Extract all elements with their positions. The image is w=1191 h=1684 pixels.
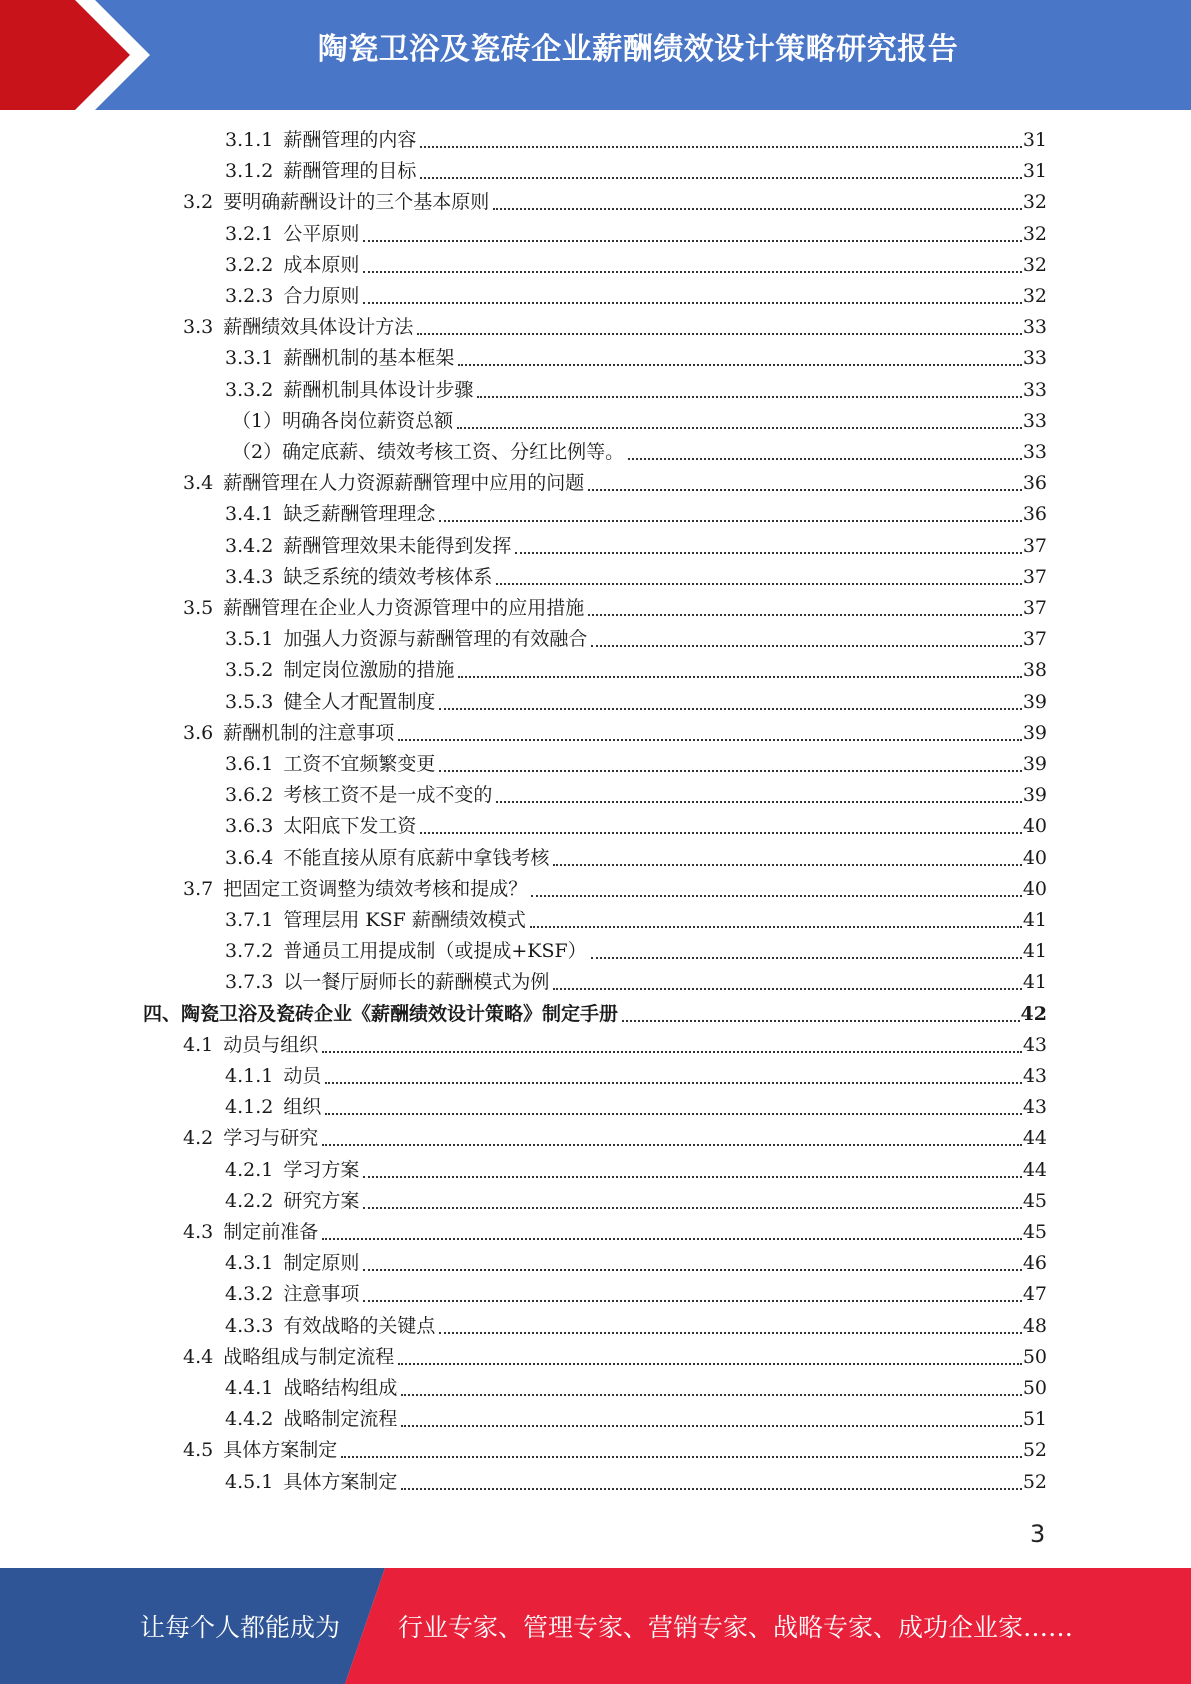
- toc-entry[interactable]: [232, 437, 1047, 468]
- toc-entry-number: 4.4: [183, 1345, 214, 1368]
- toc-entry-page: 36: [1022, 472, 1047, 495]
- toc-entry-number: 4.1: [183, 1033, 214, 1056]
- toc-dot-leader: [530, 926, 1022, 928]
- toc-entry[interactable]: [183, 874, 1047, 905]
- toc-entry-title: 缺乏系统的绩效考核体系: [283, 565, 493, 588]
- toc-entry[interactable]: [183, 312, 1047, 343]
- toc-entry-title: 公平原则: [283, 222, 360, 245]
- toc-entry-page: 41: [1022, 971, 1047, 994]
- toc-dot-leader: [531, 895, 1022, 897]
- toc-dot-leader: [363, 302, 1021, 304]
- toc-entry-number: 3.5.3: [225, 690, 274, 713]
- toc-dot-leader: [477, 396, 1021, 398]
- toc-entry-page: 31: [1022, 160, 1047, 183]
- toc-entry[interactable]: [225, 1404, 1047, 1435]
- toc-entry-page: 43: [1022, 1096, 1047, 1119]
- toc-entry-title: 薪酬管理效果未能得到发挥: [283, 534, 512, 557]
- toc-entry[interactable]: [183, 718, 1047, 749]
- toc-entry-page: 33: [1022, 378, 1047, 401]
- toc-entry-page: 45: [1022, 1189, 1047, 1212]
- toc-entry-page: 47: [1022, 1283, 1047, 1306]
- toc-dot-leader: [363, 1207, 1021, 1209]
- toc-entry[interactable]: [225, 936, 1047, 967]
- toc-dot-leader: [496, 583, 1021, 585]
- toc-entry[interactable]: [225, 1248, 1047, 1279]
- toc-dot-leader: [363, 271, 1021, 273]
- toc-entry[interactable]: [225, 562, 1047, 593]
- toc-entry[interactable]: [183, 468, 1047, 499]
- toc-entry-number: 3.5.2: [225, 659, 274, 682]
- toc-entry-page: 39: [1022, 784, 1047, 807]
- toc-dot-leader: [515, 552, 1021, 554]
- toc-dot-leader: [363, 1269, 1021, 1271]
- toc-entry-number: 3.6: [183, 721, 214, 744]
- toc-entry-number: 4.4.1: [225, 1377, 274, 1399]
- toc-entry-number: 3.2.1: [225, 222, 274, 245]
- toc-dot-leader: [588, 614, 1022, 616]
- toc-entry-title: 薪酬管理在企业人力资源管理中的应用措施: [223, 597, 585, 619]
- toc-dot-leader: [363, 240, 1021, 242]
- toc-entry-title: 要明确薪酬设计的三个基本原则: [223, 191, 490, 214]
- toc-dot-leader: [325, 1113, 1021, 1115]
- toc-entry-number: 4.2: [183, 1127, 214, 1150]
- toc-entry-number: 3.1.2: [225, 160, 274, 183]
- toc-entry-number: 3.3.2: [225, 378, 274, 401]
- toc-dot-leader: [496, 801, 1021, 803]
- toc-entry[interactable]: [225, 811, 1047, 842]
- toc-entry-number: 3.6.1: [225, 753, 274, 775]
- toc-entry-title: 具体方案制定: [283, 1470, 398, 1493]
- toc-entry-number: 4.3.2: [225, 1283, 274, 1306]
- toc-entry-title: 注意事项: [283, 1283, 360, 1306]
- toc-entry-number: 4.5: [183, 1439, 214, 1462]
- toc-dot-leader: [322, 1144, 1022, 1146]
- header-banner: [0, 0, 1191, 110]
- toc-entry-page: 33: [1022, 409, 1047, 432]
- toc-entry[interactable]: [225, 780, 1047, 811]
- toc-entry[interactable]: [232, 406, 1047, 437]
- toc-entry-title: 制定原则: [283, 1252, 360, 1275]
- toc-entry[interactable]: [225, 156, 1047, 187]
- toc-entry-page: 32: [1022, 191, 1047, 214]
- toc-entry-number: 3.4.3: [225, 565, 274, 588]
- toc-dot-leader: [398, 1363, 1022, 1365]
- toc-entry-page: 37: [1022, 534, 1047, 557]
- toc-entry-number: 3.2: [183, 191, 214, 214]
- toc-dot-leader: [588, 489, 1022, 491]
- toc-entry-number: 4.4.2: [225, 1408, 274, 1431]
- toc-entry-page: 37: [1022, 565, 1047, 588]
- toc-entry[interactable]: [225, 687, 1047, 718]
- toc-entry-page: 39: [1022, 690, 1047, 713]
- toc-entry[interactable]: [225, 343, 1047, 374]
- toc-entry-page: 40: [1022, 877, 1047, 900]
- toc-entry-number: 4.2.1: [225, 1158, 274, 1181]
- toc-entry[interactable]: [225, 1467, 1047, 1498]
- toc-dot-leader: [398, 739, 1022, 741]
- toc-entry-page: 42: [1020, 1002, 1047, 1025]
- toc-entry[interactable]: [183, 1030, 1047, 1061]
- toc-entry-page: 51: [1022, 1408, 1047, 1431]
- toc-entry[interactable]: [225, 125, 1047, 156]
- toc-dot-leader: [341, 1456, 1022, 1458]
- toc-entry-page: 32: [1022, 253, 1047, 276]
- toc-entry[interactable]: [225, 1373, 1047, 1404]
- toc-entry-title: 工资不宜频繁变更: [283, 753, 436, 775]
- toc-entry[interactable]: [225, 843, 1047, 874]
- toc-entry-number: 3.4.1: [225, 503, 274, 526]
- toc-entry-page: 37: [1022, 628, 1047, 651]
- toc-entry-title: 薪酬机制的注意事项: [223, 721, 395, 744]
- toc-entry-title: 管理层用 KSF 薪酬绩效模式: [283, 909, 526, 931]
- footer-slogan-right: 行业专家、管理专家、营销专家、战略专家、成功企业家……: [398, 1613, 1074, 1642]
- toc-entry-page: 40: [1022, 846, 1047, 869]
- toc-entry-title: 制定前准备: [223, 1221, 319, 1243]
- toc-entry-title: 动员与组织: [223, 1033, 319, 1056]
- toc-entry-page: 39: [1022, 753, 1047, 775]
- toc-entry-number: 4.3: [183, 1221, 214, 1243]
- toc-entry-title: 薪酬机制具体设计步骤: [283, 378, 474, 401]
- toc-entry-number: 3.1.1: [225, 129, 274, 151]
- toc-dot-leader: [622, 1020, 1020, 1022]
- toc-dot-leader: [553, 988, 1021, 990]
- toc-entry-title: 研究方案: [283, 1189, 360, 1212]
- toc-entry-title: 不能直接从原有底薪中拿钱考核: [283, 846, 550, 869]
- toc-entry-title: （2）确定底薪、绩效考核工资、分红比例等。: [232, 441, 625, 463]
- toc-entry-title: 薪酬管理的目标: [283, 160, 417, 183]
- toc-dot-leader: [401, 1425, 1021, 1427]
- toc-entry-page: 36: [1022, 503, 1047, 526]
- toc-entry[interactable]: [225, 375, 1047, 406]
- toc-entry-page: 52: [1022, 1470, 1047, 1493]
- toc-entry-title: 制定岗位激励的措施: [283, 659, 455, 682]
- toc-entry-page: 52: [1022, 1439, 1047, 1462]
- toc-dot-leader: [439, 770, 1021, 772]
- toc-entry-page: 50: [1022, 1377, 1047, 1399]
- toc-entry-title: 把固定工资调整为绩效考核和提成？: [223, 877, 528, 900]
- toc-entry-number: 3.6.4: [225, 846, 274, 869]
- toc-dot-leader: [439, 708, 1021, 710]
- toc-entry-number: 3.2.2: [225, 253, 274, 276]
- toc-entry-title: 加强人力资源与薪酬管理的有效融合: [283, 628, 588, 651]
- toc-dot-leader: [420, 146, 1021, 148]
- toc-dot-leader: [322, 1238, 1022, 1240]
- toc-entry-title: 组织: [283, 1096, 322, 1119]
- toc-entry-number: 3.5: [183, 597, 214, 619]
- toc-entry[interactable]: [143, 999, 1047, 1030]
- toc-entry-title: 薪酬绩效具体设计方法: [223, 316, 414, 339]
- toc-entry-page: 33: [1022, 316, 1047, 339]
- toc-dot-leader: [417, 333, 1022, 335]
- toc-entry[interactable]: [183, 1435, 1047, 1466]
- toc-dot-leader: [493, 208, 1022, 210]
- toc-entry[interactable]: [183, 187, 1047, 218]
- toc-entry-page: 39: [1022, 721, 1047, 744]
- toc-entry-title: 具体方案制定: [223, 1439, 338, 1462]
- toc-entry-page: 45: [1022, 1221, 1047, 1243]
- toc-entry-number: 3.7.1: [225, 909, 274, 931]
- toc-entry-page: 40: [1022, 815, 1047, 838]
- toc-dot-leader: [401, 1488, 1021, 1490]
- toc-entry-page: 50: [1022, 1345, 1047, 1368]
- toc-entry-number: 3.4: [183, 472, 214, 495]
- toc-entry[interactable]: [225, 281, 1047, 312]
- toc-entry[interactable]: [225, 1155, 1047, 1186]
- toc-entry-title: 四、陶瓷卫浴及瓷砖企业《薪酬绩效设计策略》制定手册: [143, 1002, 619, 1025]
- toc-entry-title: 太阳底下发工资: [283, 815, 417, 838]
- toc-entry-page: 33: [1022, 441, 1047, 463]
- toc-entry-page: 41: [1022, 940, 1047, 963]
- toc-entry[interactable]: [183, 1217, 1047, 1248]
- toc-entry-title: 普通员工用提成制（或提成+KSF）: [283, 940, 587, 963]
- toc-entry[interactable]: [225, 1311, 1047, 1342]
- toc-entry[interactable]: [225, 1186, 1047, 1217]
- toc-entry-title: （1）明确各岗位薪资总额: [232, 409, 454, 432]
- toc-entry-number: 3.3.1: [225, 347, 274, 370]
- toc-entry-title: 健全人才配置制度: [283, 690, 436, 713]
- toc-entry-title: 学习方案: [283, 1158, 360, 1181]
- toc-entry-title: 薪酬管理的内容: [283, 129, 417, 151]
- toc-entry-title: 缺乏薪酬管理理念: [283, 503, 436, 526]
- toc-entry[interactable]: [225, 250, 1047, 281]
- toc-entry-page: 31: [1022, 129, 1047, 151]
- toc-entry-number: 3.7: [183, 877, 214, 900]
- toc-dot-leader: [439, 520, 1021, 522]
- toc-entry-number: 4.3.3: [225, 1314, 274, 1337]
- toc-entry-title: 考核工资不是一成不变的: [283, 784, 493, 807]
- toc-entry[interactable]: [225, 655, 1047, 686]
- toc-entry[interactable]: [225, 967, 1047, 998]
- toc-entry-page: 32: [1022, 285, 1047, 307]
- toc-entry-number: 3.7.3: [225, 971, 274, 994]
- toc-entry[interactable]: [225, 499, 1047, 530]
- toc-dot-leader: [628, 458, 1022, 460]
- toc-entry-page: 43: [1022, 1033, 1047, 1056]
- toc-dot-leader: [457, 427, 1022, 429]
- toc-entry-page: 44: [1022, 1158, 1047, 1181]
- toc-dot-leader: [591, 957, 1022, 959]
- toc-dot-leader: [420, 177, 1021, 179]
- toc-dot-leader: [401, 1394, 1021, 1396]
- toc-dot-leader: [591, 645, 1021, 647]
- toc-entry-page: 38: [1022, 659, 1047, 682]
- toc-entry-number: 3.7.2: [225, 940, 274, 963]
- toc-entry[interactable]: [225, 749, 1047, 780]
- toc-dot-leader: [458, 364, 1021, 366]
- toc-entry-title: 学习与研究: [223, 1127, 319, 1150]
- toc-entry[interactable]: [225, 1061, 1047, 1092]
- toc-entry-title: 以一餐厅厨师长的薪酬模式为例: [283, 971, 550, 994]
- toc-entry-number: 3.2.3: [225, 285, 274, 307]
- toc-entry[interactable]: [183, 1123, 1047, 1154]
- toc-entry-number: 3.3: [183, 316, 214, 339]
- toc-entry-title: 成本原则: [283, 253, 360, 276]
- toc-entry-title: 战略结构组成: [283, 1377, 398, 1399]
- report-title: 陶瓷卫浴及瓷砖企业薪酬绩效设计策略研究报告: [317, 32, 959, 67]
- toc-entry-page: 46: [1022, 1252, 1047, 1275]
- toc-entry-number: 4.5.1: [225, 1470, 274, 1493]
- toc-entry-number: 4.1.2: [225, 1096, 274, 1119]
- toc-entry[interactable]: [183, 593, 1047, 624]
- toc-entry-page: 37: [1022, 597, 1047, 619]
- toc-entry[interactable]: [225, 905, 1047, 936]
- toc-entry-title: 薪酬管理在人力资源薪酬管理中应用的问题: [223, 472, 585, 495]
- toc-entry-number: 4.2.2: [225, 1189, 274, 1212]
- toc-entry-page: 44: [1022, 1127, 1047, 1150]
- toc-entry-page: 41: [1022, 909, 1047, 931]
- toc-entry-number: 4.3.1: [225, 1252, 274, 1275]
- toc-entry-number: 3.6.2: [225, 784, 274, 807]
- toc-dot-leader: [325, 1082, 1021, 1084]
- toc-entry-title: 战略组成与制定流程: [223, 1345, 395, 1368]
- toc-entry[interactable]: [225, 531, 1047, 562]
- toc-entry-number: 3.4.2: [225, 534, 274, 557]
- toc-entry[interactable]: [225, 219, 1047, 250]
- toc-entry[interactable]: [225, 1092, 1047, 1123]
- toc-entry-number: 3.5.1: [225, 628, 274, 651]
- toc-entry-page: 43: [1022, 1065, 1047, 1087]
- toc-dot-leader: [363, 1300, 1021, 1302]
- toc-entry[interactable]: [225, 624, 1047, 655]
- toc-dot-leader: [420, 832, 1021, 834]
- footer-slogan-left: 让每个人都能成为: [140, 1613, 341, 1642]
- toc-entry-page: 48: [1022, 1314, 1047, 1337]
- toc-entry[interactable]: [183, 1342, 1047, 1373]
- toc-dot-leader: [439, 1332, 1021, 1334]
- toc-dot-leader: [553, 864, 1021, 866]
- toc-entry-title: 合力原则: [283, 285, 360, 307]
- toc-dot-leader: [458, 676, 1021, 678]
- toc-entry-title: 薪酬机制的基本框架: [283, 347, 455, 370]
- toc-dot-leader: [322, 1051, 1022, 1053]
- toc-entry[interactable]: [225, 1279, 1047, 1310]
- toc-entry-title: 战略制定流程: [283, 1408, 398, 1431]
- toc-entry-number: 4.1.1: [225, 1065, 274, 1087]
- toc-entry-number: 3.6.3: [225, 815, 274, 838]
- toc-entry-page: 32: [1022, 222, 1047, 245]
- page-number: 3: [1030, 1520, 1046, 1548]
- toc-dot-leader: [363, 1176, 1021, 1178]
- toc-entry-title: 动员: [283, 1065, 322, 1087]
- toc-entry-title: 有效战略的关键点: [283, 1314, 436, 1337]
- toc-entry-page: 33: [1022, 347, 1047, 370]
